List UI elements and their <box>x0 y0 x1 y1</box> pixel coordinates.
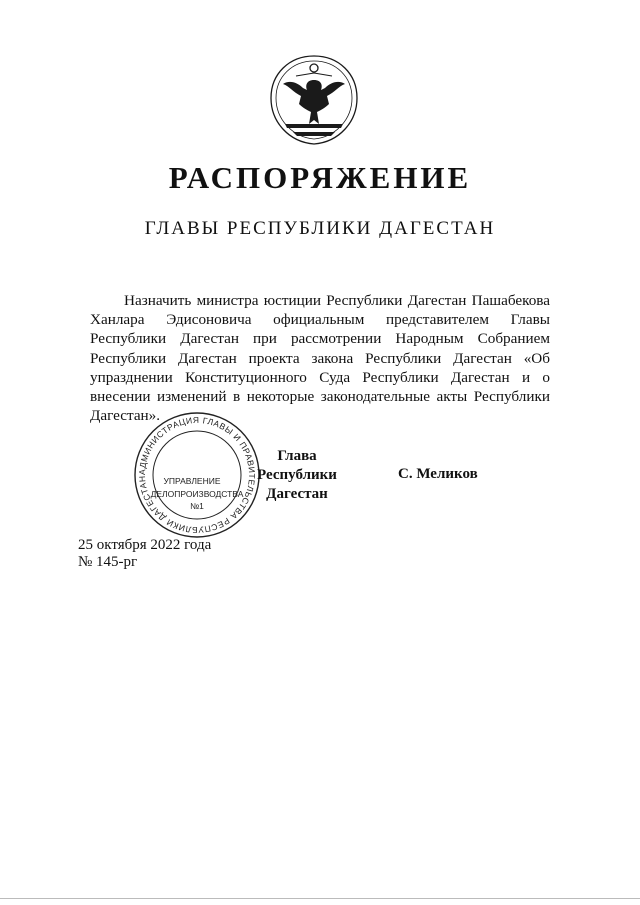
seal-line-3: №1 <box>190 501 204 511</box>
document-date: 25 октября 2022 года <box>78 537 212 553</box>
seal-line-1: УПРАВЛЕНИЕ <box>163 476 221 486</box>
seal-outer-text: АДМИНИСТРАЦИЯ ГЛАВЫ И ПРАВИТЕЛЬСТВА РЕСПУБЛИКИ ДАГЕСТАН <box>136 414 258 536</box>
seal-line-2: ДЕЛОПРОИЗВОДСТВА <box>150 489 244 499</box>
order-paragraph: Назначить министра юстиции Республики Дагестан Пашабекова Ханлара Эдисоновича официальным представителем Главы Республики Дагестан при рассмотрении Народным Собранием Республики Дагестан проекта закона Республики Дагестан «Об упразднении Конституционного Суда Республики Дагестан и о внесении изменений в некоторые законодательные акты Республики Дагестан». <box>90 292 550 425</box>
signatory-post-line-1: Глава <box>277 448 317 464</box>
scan-edge-line <box>0 898 640 899</box>
coat-of-arms-emblem <box>263 52 365 148</box>
signatory-post <box>232 447 362 504</box>
document-meta <box>78 537 211 571</box>
signatory-post-line-2: Республики Дагестан <box>257 467 337 502</box>
document-subtitle: ГЛАВЫ РЕСПУБЛИКИ ДАГЕСТАН <box>144 218 496 239</box>
document-title: РАСПОРЯЖЕНИЕ <box>168 160 472 195</box>
document-number: № 145-рг <box>78 554 138 570</box>
signatory-name: С. Меликов <box>398 466 478 482</box>
